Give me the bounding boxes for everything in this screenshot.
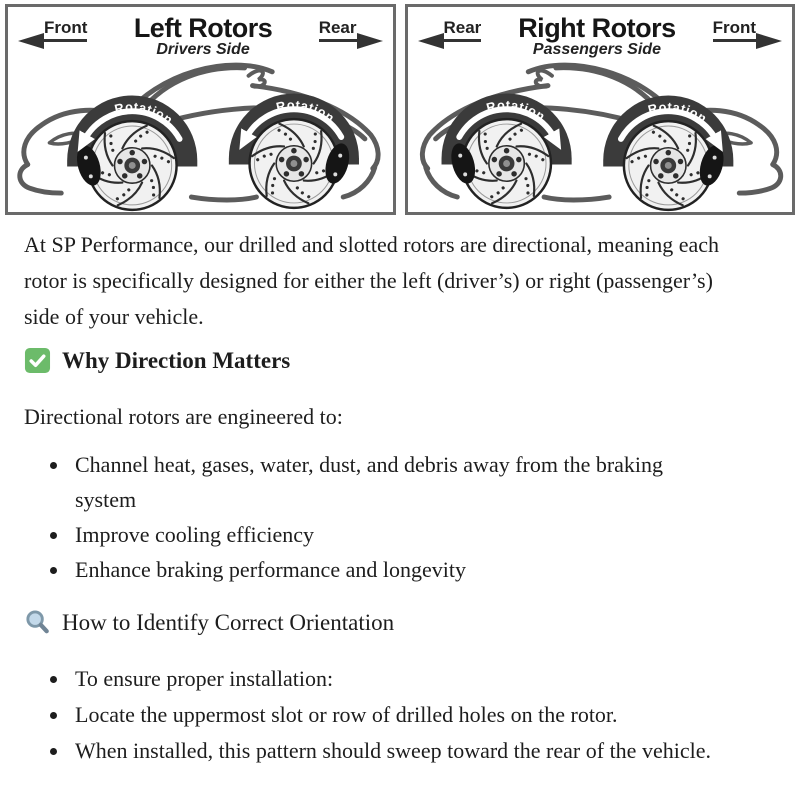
heading-text: How to Identify Correct Orientation <box>62 609 395 635</box>
intro-paragraph: At SP Performance, our drilled and slotted rotors are directional, meaning each rotor is specifically designed for either the left (driver’s) or right (passenger’s) side of your vehicle. <box>24 231 720 329</box>
panel-title: Left Rotors <box>133 13 273 43</box>
rotation-label: Rotation <box>112 99 177 128</box>
rear-direction-indicator <box>418 18 482 42</box>
magnifier-icon <box>24 609 51 636</box>
arrow-left-icon <box>418 33 444 49</box>
rotation-label: Rotation <box>484 97 548 125</box>
benefits-list <box>24 447 724 587</box>
section-heading-why-direction-matters <box>24 343 724 379</box>
panel-title-block <box>481 14 712 59</box>
panel-title: Right Rotors <box>518 13 676 43</box>
list-item: • To ensure proper installation: <box>70 661 724 697</box>
check-mark-icon <box>24 347 51 374</box>
right-panel-header <box>408 7 793 59</box>
arrow-right-icon <box>756 33 782 49</box>
car-illustration-right <box>408 59 793 212</box>
rotor-direction-diagram <box>0 0 800 215</box>
right-rotors-panel <box>405 4 796 215</box>
rotation-label: Rotation <box>274 97 338 126</box>
article-body <box>0 215 800 769</box>
lead-paragraph: Directional rotors are engineered to: <box>24 403 343 429</box>
list-item: • Enhance braking performance and longevity <box>70 552 724 587</box>
front-direction-indicator <box>18 18 87 42</box>
left-rotors-panel <box>5 4 396 215</box>
front-direction-indicator <box>713 18 782 42</box>
rotation-label: Rotation <box>645 99 710 127</box>
left-panel-header <box>8 7 393 59</box>
list-item: • When installed, this pattern should sweep toward the rear of the vehicle. <box>70 733 724 769</box>
panel-title-block <box>87 14 318 59</box>
heading-text: Why Direction Matters <box>62 347 291 373</box>
section-heading-identify-orientation <box>24 605 724 641</box>
direction-label: Rear <box>319 18 357 42</box>
orientation-list <box>24 661 724 769</box>
arrow-right-icon <box>357 33 383 49</box>
list-item: • Channel heat, gases, water, dust, and debris away from the braking system <box>70 447 724 517</box>
direction-label: Front <box>713 18 756 42</box>
direction-label: Front <box>44 18 87 42</box>
rear-direction-indicator <box>319 18 383 42</box>
panel-subtitle: Passengers Side <box>532 41 661 59</box>
panel-subtitle: Drivers Side <box>156 41 250 59</box>
list-item: • Locate the uppermost slot or row of drilled holes on the rotor. <box>70 697 724 733</box>
car-illustration-left <box>8 59 393 212</box>
arrow-left-icon <box>18 33 44 49</box>
list-item: • Improve cooling efficiency <box>70 517 724 552</box>
direction-label: Rear <box>444 18 482 42</box>
